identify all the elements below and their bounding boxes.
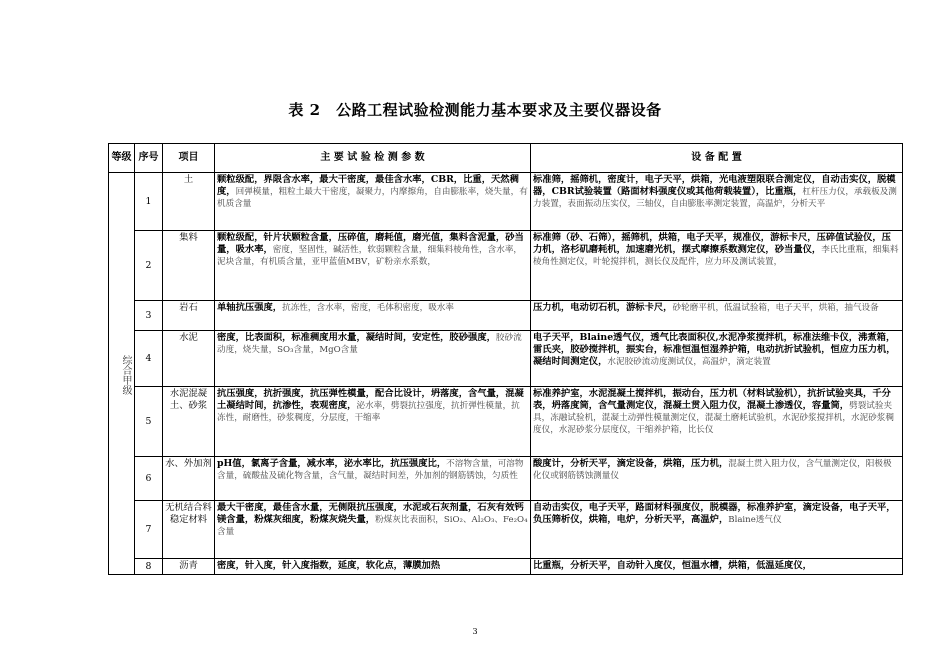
table-row (109, 173, 903, 231)
row-params (215, 501, 531, 559)
row-params (215, 387, 531, 457)
equipment-main: 标准筛（砂、石筛），摇筛机，烘箱，电子天平，规准仪，游标卡尺，压碎值试验仪，压力机，洛杉矶磨耗机，加速磨光机，摆式摩擦系数测定仪，砂当量仪， (533, 232, 891, 255)
row-seq: 3 (135, 301, 163, 331)
row-params (215, 457, 531, 501)
row-params (215, 301, 531, 331)
params-other: 密度，坚固性，碱活性，软弱颗粒含量，细集料棱角性，含水率，泥块含量，有机质含量，亚甲蓝值MBV，矿粉亲水系数， (217, 245, 523, 267)
row-item: 沥青 (163, 559, 215, 575)
row-equipment (531, 501, 903, 559)
row-item: 土 (163, 173, 215, 231)
capability-table (108, 143, 903, 575)
table-row (109, 387, 903, 457)
row-equipment (531, 301, 903, 331)
equipment-other: 水泥胶砂流动度测试仪，高温炉，滴定装置 (607, 357, 771, 367)
row-equipment (531, 173, 903, 231)
params-other: 不溶物含量，可溶物含量，硫酸盐及硫化物含量，含气量，凝结时间差，外加剂的钢筋锈蚀，匀质性 (217, 459, 524, 481)
header-item: 项目 (163, 144, 215, 173)
equipment-main: 酸度计，分析天平，滴定设备，烘箱，压力机， (533, 458, 729, 469)
header-level: 等级 (109, 144, 135, 173)
row-equipment (531, 559, 903, 575)
row-params (215, 331, 531, 387)
params-main: 单轴抗压强度， (217, 302, 283, 313)
params-other: 胶砂流动度，烧失量，SO₃含量，MgO含量 (217, 333, 522, 355)
row-seq: 1 (135, 173, 163, 231)
table-row (109, 331, 903, 387)
equipment-main: 标准养护室，水泥混凝土搅拌机，振动台，压力机（材料试验机），抗折试验夹具，千分表，坍落度筒，含气量测定仪，混凝土贯入阻力仪，混凝土渗透仪，容量筒， (533, 388, 891, 411)
row-equipment (531, 331, 903, 387)
row-seq: 2 (135, 231, 163, 301)
row-seq: 8 (135, 559, 163, 575)
table-row (109, 301, 903, 331)
equipment-main: 比重瓶，分析天平，自动针入度仪，恒温水槽，烘箱，低温延度仪， (533, 560, 812, 571)
row-equipment (531, 457, 903, 501)
params-other: 回弹模量，粗粒土最大干密度，凝聚力，内摩擦角，自由膨胀率，烧失量，有机质含量 (217, 187, 528, 209)
row-seq: 4 (135, 331, 163, 387)
table-row (109, 559, 903, 575)
row-item: 无机结合料稳定材料 (163, 501, 215, 559)
page-number: 3 (472, 627, 478, 636)
equipment-other: 砂轮磨平机，低温试验箱，电子天平，烘箱，抽气设备 (672, 303, 879, 313)
equipment-main: 电子天平，Blaine透气仪，透气比表面积仪,水泥净浆搅拌机，标准法维卡仪，沸煮箱，雷氏夹，胶砂搅拌机，振实台，标准恒温恒湿养护箱，电动抗折试验机，恒应力压力机，凝结时间测定仪， (533, 332, 896, 367)
level-cell: 综合甲级 (109, 173, 135, 575)
table-header-row (109, 144, 903, 173)
equipment-other: 李氏比重瓶，细集料棱角性测定仪，叶轮搅拌机，测长仪及配件，应力环及测试装置， (533, 245, 899, 267)
equipment-main: 自动击实仪，电子天平，路面材料强度仪，脱模器，标准养护室，滴定设备，电子天平，负压筛析仪，烘箱，电炉，分析天平，高温炉， (533, 502, 896, 525)
row-item: 岩石 (163, 301, 215, 331)
params-other: 粉煤灰比表面积，SiO₂、Al₂O₃、Fe₂O₄含量 (217, 515, 528, 537)
row-seq: 5 (135, 387, 163, 457)
params-other: 抗冻性，含水率，密度，毛体积密度，吸水率 (282, 303, 454, 313)
row-item: 水、外加剂 (163, 457, 215, 501)
params-main: 密度，针入度，针入度指数，延度，软化点，薄膜加热 (217, 560, 441, 571)
row-item: 水泥混凝土、砂浆 (163, 387, 215, 457)
equipment-other: 杠杆压力仪，承载板及测力装置，表面振动压实仪，三轴仪，自由膨胀率测定装置，高温炉，分析天平 (533, 187, 897, 209)
params-main: 最大干密度，最佳含水量，无侧限抗压强度，水泥或石灰剂量，石灰有效钙镁含量，粉煤灰细度，粉煤灰烧失量， (217, 502, 524, 525)
row-params (215, 173, 531, 231)
equipment-other: Blaine透气仪 (728, 515, 782, 525)
params-main: 颗粒级配，针片状颗粒含量，压碎值，磨耗值，磨光值，集料含泥量，砂当量，吸水率， (217, 232, 524, 255)
table-row (109, 501, 903, 559)
row-equipment (531, 387, 903, 457)
row-seq: 7 (135, 501, 163, 559)
params-main: 密度，比表面积，标准稠度用水量，凝结时间，安定性，胶砂强度， (217, 332, 496, 343)
row-params (215, 559, 531, 575)
params-main: 颗粒级配，界限含水率，最大干密度，最佳含水率，CBR，比重，天然稠度， (217, 174, 519, 197)
params-main: 抗压强度，抗折强度，抗压弹性模量，配合比设计，坍落度，含气量，混凝土凝结时间，抗渗性，表观密度， (217, 388, 524, 411)
equipment-other: 混凝土贯入阻力仪，含气量测定仪，阳极极化仪或钢筋锈蚀测量仪 (533, 459, 892, 481)
table-row (109, 457, 903, 501)
equipment-other: 劈裂试验夹具，冻融试验机，混凝土动弹性模量测定仪，混凝土磨耗试验机，水泥砂浆搅拌机，水泥砂浆稠度仪，水泥砂浆分层度仪，干缩养护箱，比长仪 (533, 401, 894, 435)
table-row (109, 231, 903, 301)
header-equipment: 设 备 配 置 (531, 144, 903, 173)
params-main: pH值，氯离子含量，减水率，泌水率比，抗压强度比， (217, 458, 447, 469)
header-seq: 序号 (135, 144, 163, 173)
row-seq: 6 (135, 457, 163, 501)
row-params (215, 231, 531, 301)
row-item: 集料 (163, 231, 215, 301)
table-title: 表 2 公路工程试验检测能力基本要求及主要仪器设备 (288, 101, 662, 119)
params-other: 泌水率，劈裂抗拉强度，抗折弹性模量，抗冻性，耐磨性，砂浆稠度，分层度，干缩率 (217, 401, 520, 423)
equipment-main: 压力机，电动切石机，游标卡尺， (533, 302, 673, 313)
row-item: 水泥 (163, 331, 215, 387)
header-params: 主 要 试 验 检 测 参 数 (215, 144, 531, 173)
equipment-main: 标准筛，摇筛机，密度计，电子天平，烘箱，光电液塑限联合测定仪，自动击实仪，脱模器，CBR试验装置（路面材料强度仪或其他荷载装置），比重瓶， (533, 174, 896, 197)
row-equipment (531, 231, 903, 301)
